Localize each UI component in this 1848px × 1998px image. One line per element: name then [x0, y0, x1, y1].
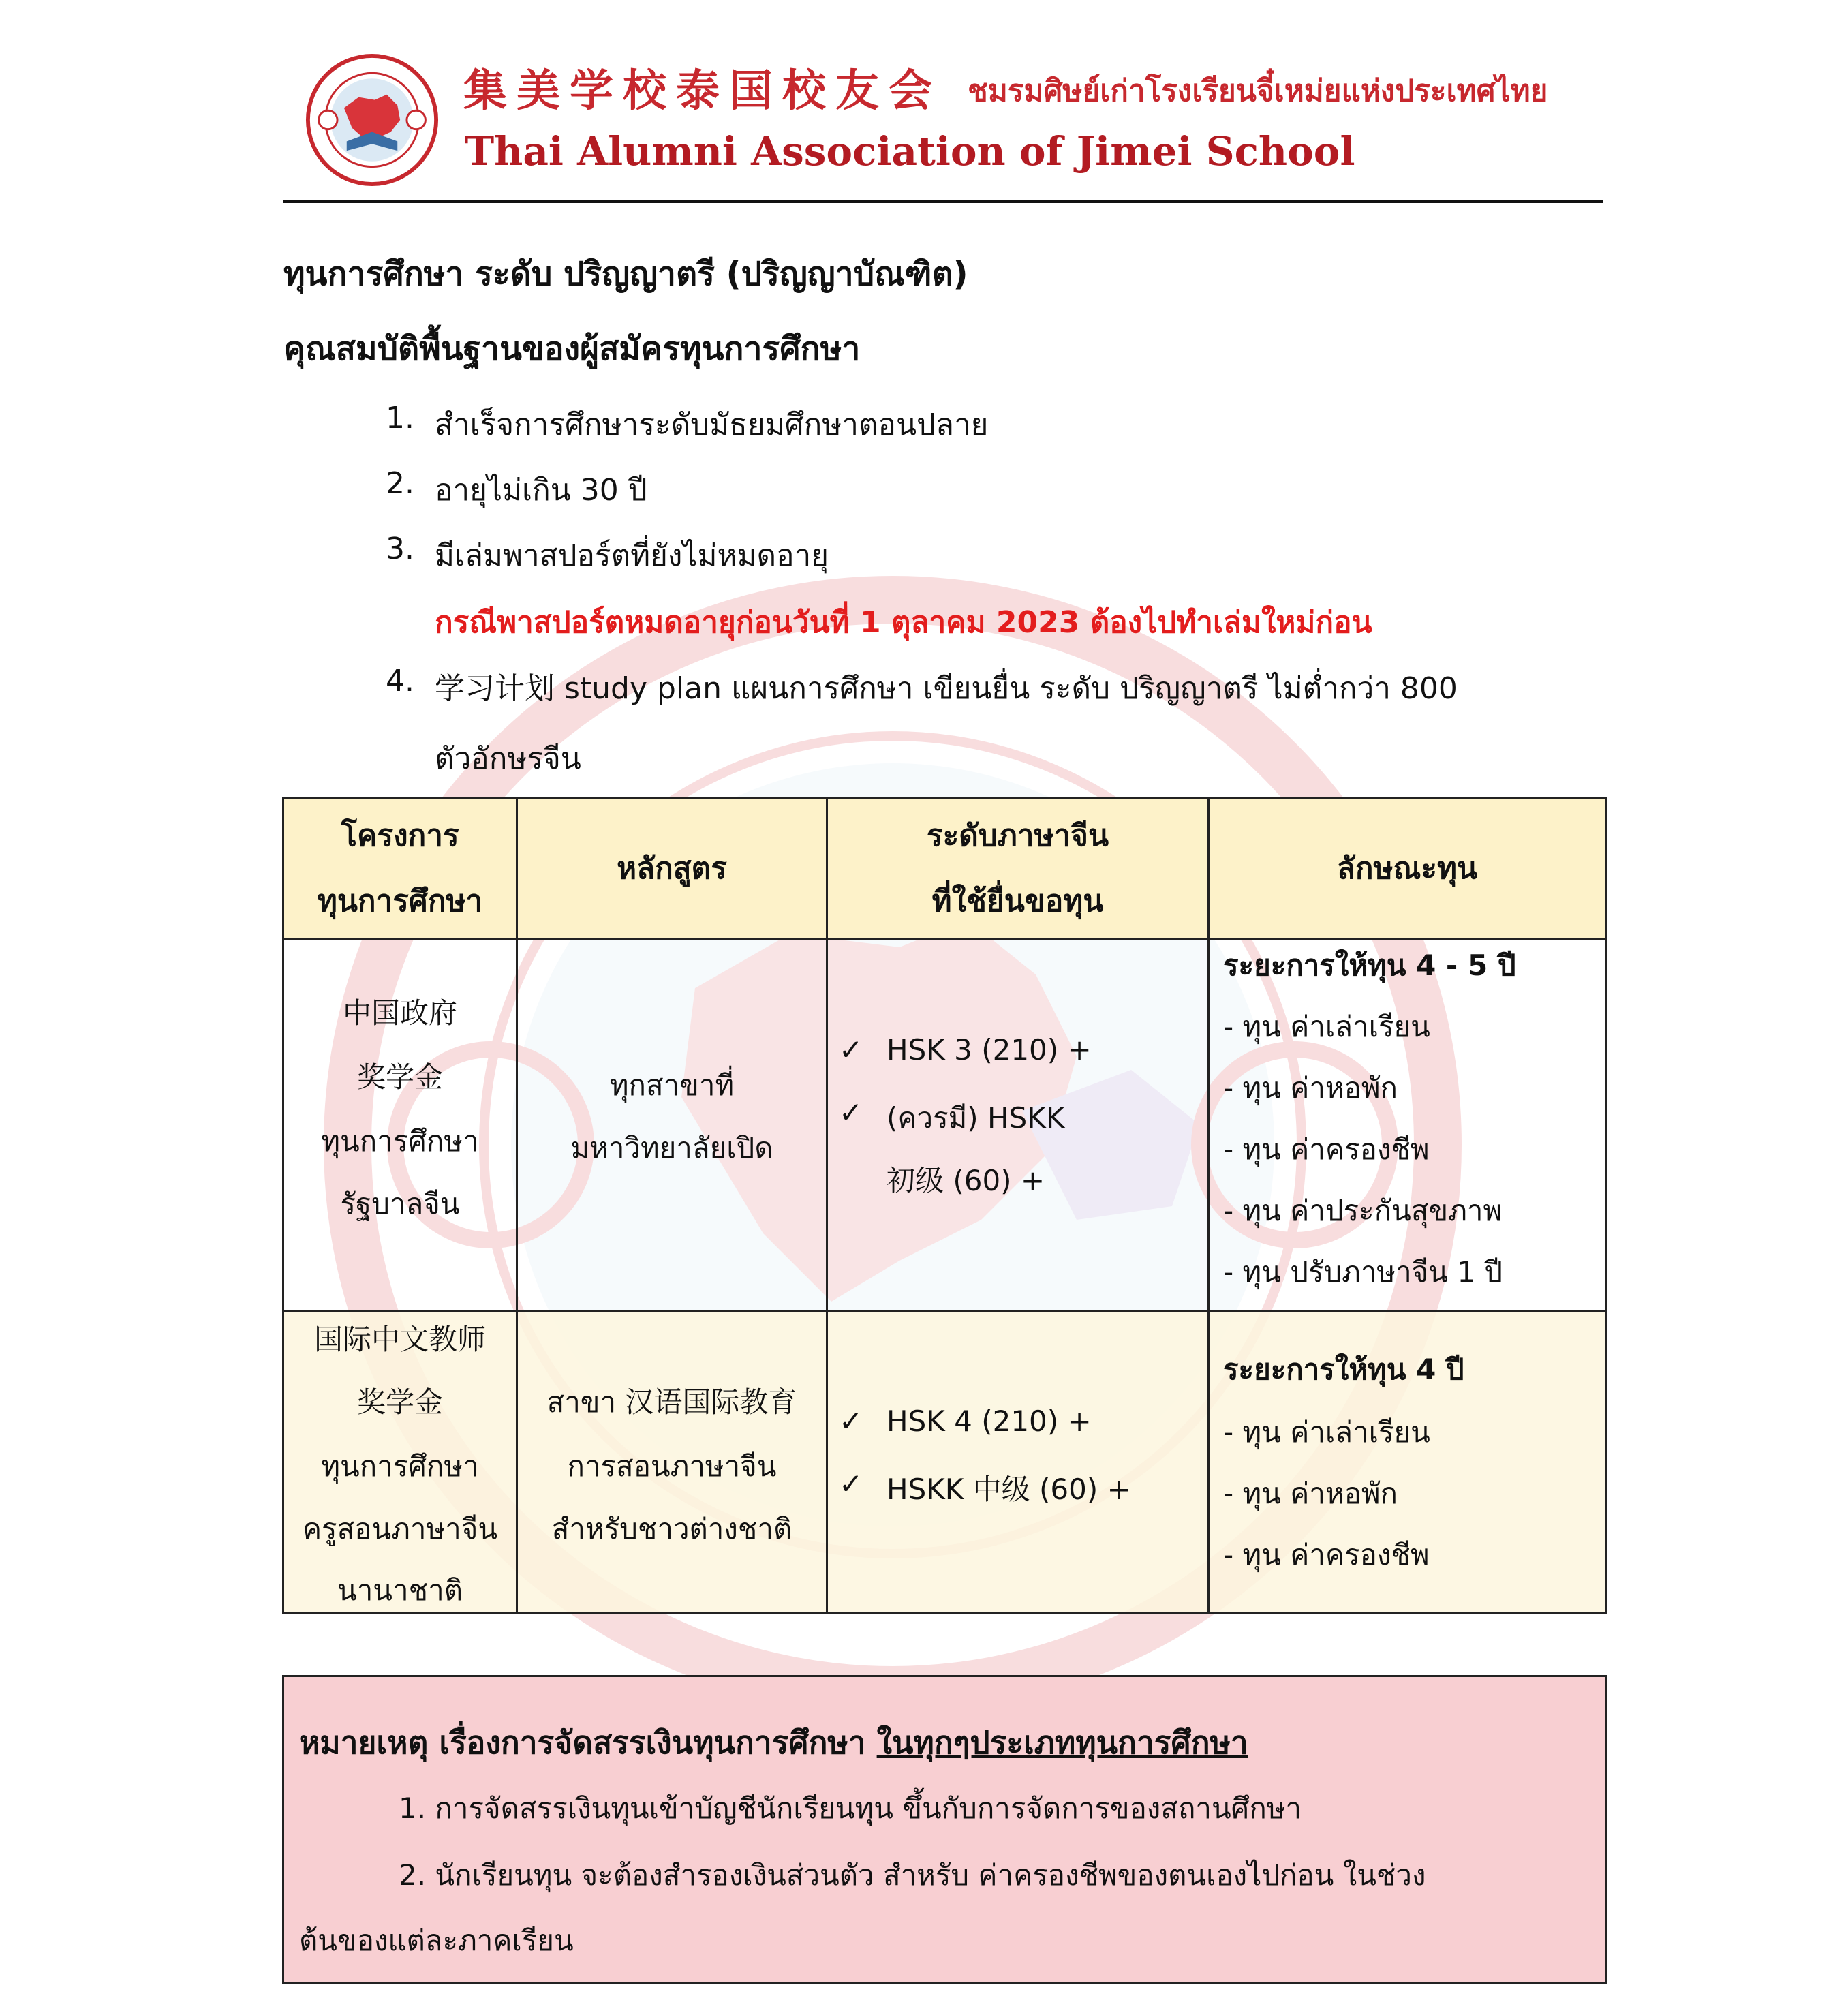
course-line: สำหรับชาวต่างชาติ [551, 1512, 792, 1546]
org-name-thai: ชมรมศิษย์เก่าโรงเรียนจี๋เหม่ยแห่งประเทศไทย [968, 74, 1548, 108]
scholarship-table [282, 797, 1607, 1614]
header-line: ที่ใช้ยื่นขอทุน [931, 884, 1104, 919]
language-requirement: HSKK 中级 (60) + [887, 1473, 1131, 1506]
course-line: ทุกสาขาที่ [609, 1069, 735, 1102]
note-item-continuation: ต้นของแต่ละภาคเรียน [299, 1924, 574, 1957]
list-number: 3. [386, 532, 414, 566]
org-name-english: Thai Alumni Association of Jimei School [465, 128, 1355, 174]
header-divider [283, 200, 1603, 203]
program-line: ทุนการศึกษา [321, 1449, 479, 1483]
benefit-item: - ทุน ปรับภาษาจีน 1 ปี [1223, 1255, 1503, 1289]
check-icon: ✓ [839, 1096, 863, 1129]
check-icon: ✓ [839, 1404, 863, 1438]
table-cell-course [516, 1310, 828, 1614]
header-line: ทุนการศึกษา [317, 884, 483, 919]
table-header-program [282, 797, 518, 940]
org-name-chinese: 集美学校泰国校友会 [463, 65, 942, 117]
course-line: การสอนภาษาจีน [567, 1449, 777, 1483]
benefit-item: - ทุน ค่าหอพัก [1223, 1477, 1398, 1510]
passport-warning: กรณีพาสปอร์ตหมดอายุก่อนวันที่ 1 ตุลาคม 2023 ต้องไปทำเล่มใหม่ก่อน [435, 605, 1372, 640]
check-icon: ✓ [839, 1033, 863, 1066]
scholarship-period: ระยะการให้ทุน 4 - 5 ปี [1223, 949, 1516, 982]
note-title [299, 1718, 1248, 1768]
benefit-item: - ทุน ค่าเล่าเรียน [1223, 1010, 1430, 1043]
benefit-item: - ทุน ค่าหอพัก [1223, 1071, 1398, 1105]
table-cell-benefits [1207, 938, 1607, 1312]
scholarship-period: ระยะการให้ทุน 4 ปี [1223, 1353, 1464, 1386]
program-line: ทุนการศึกษา [321, 1124, 479, 1158]
course-line: มหาวิทยาลัยเปิด [570, 1131, 773, 1165]
requirement-text: 学习计划 study plan แผนการศึกษา เขียนยื่น ระดับ ปริญญาตรี ไม่ต่ำกว่า 800 [435, 671, 1458, 706]
program-line: 奖学金 [356, 1060, 443, 1094]
header-line: ลักษณะทุน [1336, 851, 1478, 886]
table-cell-program [282, 938, 518, 1312]
course-line: สาขา 汉语国际教育 [546, 1385, 797, 1419]
table-cell-language-level [826, 938, 1210, 1312]
requirement-text: อายุไม่เกิน 30 ปี [435, 473, 647, 508]
table-header-benefits [1207, 797, 1607, 940]
note-title-text: หมายเหตุ เรื่องการจัดสรรเงินทุนการศึกษา [299, 1724, 877, 1761]
association-seal-icon [305, 53, 439, 187]
note-box [282, 1675, 1607, 1984]
program-line: 国际中文教师 [313, 1323, 486, 1356]
requirement-text: มีเล่มพาสปอร์ตที่ยังไม่หมดอายุ [435, 538, 829, 573]
header-line: ระดับภาษาจีน [926, 818, 1109, 853]
note-item: 2. นักเรียนทุน จะต้องสำรองเงินส่วนตัว สำหรับ ค่าครองชีพของตนเองไปก่อน ในช่วง [399, 1858, 1426, 1892]
program-line: ครูสอนภาษาจีน [302, 1512, 498, 1546]
benefit-item: - ทุน ค่าครองชีพ [1223, 1538, 1430, 1571]
program-line: นานาชาติ [337, 1573, 463, 1607]
language-requirement: HSK 3 (210) + [887, 1033, 1092, 1066]
note-item: 1. การจัดสรรเงินทุนเข้าบัญชีนักเรียนทุน ขึ้นกับการจัดการของสถานศึกษา [399, 1792, 1302, 1825]
benefit-item: - ทุน ค่าเล่าเรียน [1223, 1415, 1430, 1449]
list-number: 2. [386, 466, 414, 501]
list-number: 1. [386, 401, 414, 435]
requirement-text-continuation: ตัวอักษรจีน [435, 741, 581, 776]
header-line: หลักสูตร [617, 851, 727, 886]
language-requirement: 初级 (60) + [887, 1164, 1045, 1197]
benefit-item: - ทุน ค่าครองชีพ [1223, 1133, 1430, 1166]
table-cell-language-level [826, 1310, 1210, 1614]
table-header-course [516, 797, 828, 940]
language-requirement: HSK 4 (210) + [887, 1404, 1092, 1438]
program-line: รัฐบาลจีน [340, 1187, 460, 1220]
language-requirement: (ควรมี) HSKK [887, 1101, 1065, 1135]
table-cell-program [282, 1310, 518, 1614]
table-cell-benefits [1207, 1310, 1607, 1614]
check-icon: ✓ [839, 1467, 863, 1501]
program-line: 奖学金 [356, 1385, 443, 1419]
note-title-underlined: ในทุกๆประเภททุนการศึกษา [876, 1724, 1248, 1761]
table-header-language-level [826, 797, 1210, 940]
program-line: 中国政府 [342, 996, 457, 1030]
table-cell-course [516, 938, 828, 1312]
header-line: โครงการ [341, 818, 459, 853]
list-number: 4. [386, 664, 414, 698]
benefit-item: - ทุน ค่าประกันสุขภาพ [1223, 1194, 1503, 1227]
section-title: คุณสมบัติพื้นฐานของผู้สมัครทุนการศึกษา [283, 330, 861, 368]
page-title: ทุนการศึกษา ระดับ ปริญญาตรี (ปริญญาบัณฑิต) [283, 255, 968, 293]
requirement-text: สำเร็จการศึกษาระดับมัธยมศึกษาตอนปลาย [435, 408, 989, 442]
